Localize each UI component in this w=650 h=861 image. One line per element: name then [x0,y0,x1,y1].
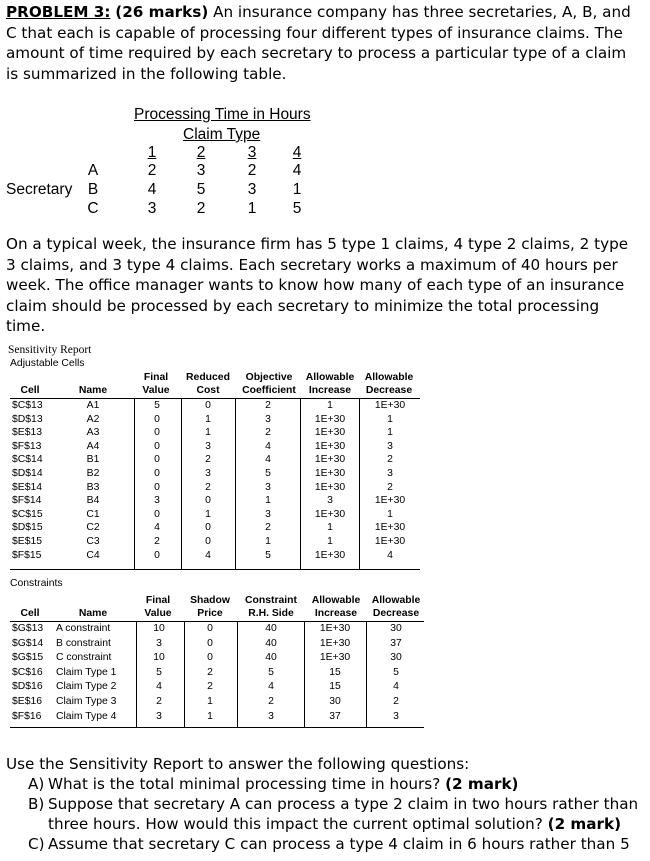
adjustable-cells-label: Adjustable Cells [10,358,85,369]
allowable-decrease: 3 [387,440,393,452]
column-rule [300,398,301,569]
rhs-value: 2 [268,696,274,707]
reduced-cost: 0 [205,495,211,507]
objective-coefficient: 5 [265,468,271,479]
time-value: 4 [292,162,302,179]
secretary-name: A [87,162,99,179]
objective-coefficient: 5 [265,549,271,561]
final-value: 3 [156,710,162,722]
footer-rule [10,569,420,570]
header-line: Coefficient [242,385,296,396]
final-value: 5 [154,400,160,411]
time-value: 5 [196,181,206,198]
header-line: Value [144,608,172,619]
question-item [6,794,646,834]
allowable-decrease: 1 [387,413,393,425]
column-rule [237,621,238,727]
allowable-decrease: 3 [387,468,393,479]
rhs-value: 3 [268,710,274,722]
cell-ref: $G$13 [12,623,44,634]
time-value: 3 [196,162,206,179]
column-rule [304,621,305,727]
cell-ref: $G$15 [12,652,44,664]
cell-name: A4 [86,440,100,452]
header-line: Objective [245,372,293,383]
time-value: 2 [247,162,257,179]
sensitivity-title: Sensitivity Report [8,344,92,356]
final-value: 10 [153,623,165,634]
shadow-price: 0 [207,623,213,634]
objective-coefficient: 1 [265,536,271,547]
question-marks: (2 mark) [547,815,622,833]
header-shadow-price [186,594,234,620]
header-line: Constraint [245,595,297,606]
cell-ref: $F$14 [12,495,42,507]
cell-name: A2 [86,413,100,425]
shadow-price: 2 [207,681,213,693]
reduced-cost: 0 [205,400,211,411]
allowable-increase: 1E+30 [314,549,346,561]
final-value: 0 [154,508,160,520]
constraints-label: Constraints [10,578,63,589]
column-rule [235,398,236,569]
question-marks: (2 mark) [445,775,519,793]
reduced-cost: 3 [205,440,211,452]
cell-name: C2 [86,522,100,534]
header-line: Price [197,608,223,619]
question-label: C) [28,835,45,853]
header-final [134,371,178,397]
problem-marks: (26 marks) [115,3,209,21]
cell-name: C4 [86,549,100,561]
allowable-increase: 1E+30 [314,427,346,439]
final-value: 5 [156,666,162,678]
final-value: 0 [154,440,160,452]
objective-coefficient: 1 [265,495,271,507]
questions-list [6,774,646,854]
constraint-name: Claim Type 4 [56,710,117,722]
header-name: Name [78,385,108,396]
cell-ref: $E$14 [12,481,43,493]
final-value: 2 [156,696,162,707]
allowable-increase: 37 [329,710,341,722]
cell-ref: $E$16 [12,696,43,707]
header-line: Allowable [364,372,414,383]
header-line: R.H. Side [248,608,294,619]
objective-coefficient: 3 [265,508,271,520]
final-value: 0 [154,549,160,561]
allowable-increase: 1E+30 [314,413,346,425]
allowable-increase: 1E+30 [319,623,351,634]
allowable-decrease: 1 [387,508,393,520]
final-value: 0 [154,454,160,466]
final-value: 3 [154,495,160,507]
header-line: Decrease [372,608,420,619]
claim-type-header: 4 [292,144,302,161]
constraint-name: Claim Type 1 [56,666,117,678]
column-rule [184,621,185,727]
cell-name: A3 [86,427,100,439]
questions-section [6,754,646,854]
question-label: B) [28,795,45,813]
allowable-increase: 1 [327,400,333,411]
rhs-value: 40 [265,637,277,649]
rhs-value: 40 [265,652,277,664]
allowable-decrease: 2 [387,481,393,493]
header-line: Allowable [311,595,361,606]
allowable-increase: 1E+30 [319,637,351,649]
cell-ref: $C$16 [12,666,43,678]
allowable-increase: 1E+30 [314,454,346,466]
allowable-increase: 1E+30 [314,440,346,452]
claim-type-header: 3 [247,144,257,161]
allowable-decrease: 1E+30 [374,536,406,547]
reduced-cost: 1 [205,413,211,425]
questions-intro: Use the Sensitivity Report to answer the following questions: [6,755,470,773]
cell-ref: $G$14 [12,637,44,649]
header-line: Cost [196,385,220,396]
objective-coefficient: 2 [265,427,271,439]
header-reduced-cost [182,371,234,397]
allowable-decrease: 3 [393,710,399,722]
problem-intro [6,2,640,84]
header-line: Value [142,385,170,396]
cell-ref: $C$15 [12,508,43,520]
cell-ref: $E$15 [12,536,43,547]
header-line: Final [143,372,169,383]
reduced-cost: 0 [205,522,211,534]
time-value: 3 [247,181,257,198]
cell-name: C3 [86,536,100,547]
cell-name: B3 [86,481,100,493]
reduced-cost: 0 [205,536,211,547]
header-line: Allowable [371,595,421,606]
footer-rule [10,727,424,728]
question-text: Assume that secretary C can process a type 4 claim in 6 hours rather than 5 [48,835,630,853]
question-label: A) [28,775,45,793]
allowable-decrease: 30 [390,652,402,664]
header-rhs [240,594,302,620]
final-value: 2 [154,536,160,547]
final-value: 0 [154,427,160,439]
constraint-name: A constraint [56,623,111,634]
header-final [136,594,180,620]
rhs-value: 40 [265,623,277,634]
allowable-decrease: 4 [387,549,393,561]
objective-coefficient: 2 [265,522,271,534]
rhs-value: 5 [268,666,274,678]
final-value: 0 [154,413,160,425]
reduced-cost: 2 [205,454,211,466]
objective-coefficient: 4 [265,454,271,466]
allowable-increase: 15 [329,681,341,693]
cell-name: B1 [86,454,100,466]
objective-coefficient: 3 [265,413,271,425]
shadow-price: 1 [207,696,213,707]
constraint-name: Claim Type 3 [56,696,117,707]
allowable-decrease: 37 [390,637,402,649]
problem-heading: PROBLEM 3: [6,3,111,21]
reduced-cost: 4 [205,549,211,561]
header-allowable-increase [303,371,357,397]
cell-ref: $C$13 [12,400,43,411]
shadow-price: 0 [207,652,213,664]
cell-ref: $D$16 [12,681,43,693]
column-rule [366,621,367,727]
secretary-name: C [87,200,99,217]
allowable-decrease: 2 [393,696,399,707]
reduced-cost: 1 [205,427,211,439]
time-value: 3 [147,200,157,217]
cell-name: B4 [86,495,100,507]
question-text: What is the total minimal processing time in hours? [48,775,441,793]
objective-coefficient: 2 [265,400,271,411]
allowable-increase: 1E+30 [319,652,351,664]
reduced-cost: 2 [205,481,211,493]
header-allowable-increase [308,594,364,620]
allowable-decrease: 1 [387,427,393,439]
header-line: Shadow [190,595,230,606]
cell-name: B2 [86,468,100,479]
cell-ref: $D$13 [12,413,43,425]
allowable-increase: 1 [327,522,333,534]
constraint-name: Claim Type 2 [56,681,117,693]
objective-coefficient: 3 [265,481,271,493]
header-line: Allowable [305,372,355,383]
allowable-decrease: 2 [387,454,393,466]
header-line: Increase [308,385,352,396]
header-name: Name [78,608,108,619]
time-value: 2 [196,200,206,217]
secretary-label: Secretary [6,181,73,198]
final-value: 0 [154,468,160,479]
allowable-decrease: 1E+30 [374,400,406,411]
allowable-increase: 3 [327,495,333,507]
allowable-increase: 15 [329,666,341,678]
constraint-name: C constraint [56,652,112,664]
question-text: Suppose that secretary A can process a type 2 claim in two hours rather than three hours. How would this impact the current optimal solution? [48,795,639,833]
problem-intro-text: An insurance company has three secretaries, A, B, and C that each is capable of processing four different types of insurance claims. The amount of time required by each secretary to process a particular type of a claim is summarized in the following table. [6,3,631,83]
allowable-decrease: 4 [393,681,399,693]
allowable-decrease: 1E+30 [374,495,406,507]
header-line: Decrease [365,385,413,396]
cell-ref: $C$14 [12,454,43,466]
final-value: 4 [156,681,162,693]
allowable-increase: 1E+30 [314,481,346,493]
cell-ref: $F$13 [12,440,42,452]
shadow-price: 2 [207,666,213,678]
cell-ref: $F$16 [12,710,42,722]
reduced-cost: 3 [205,468,211,479]
time-value: 2 [147,162,157,179]
header-cell: Cell [20,608,40,619]
claim-type-header: 2 [196,144,206,161]
allowable-increase: 30 [329,696,341,707]
header-line: Final [145,595,171,606]
time-value: 1 [292,181,302,198]
cell-name: C1 [86,508,100,520]
column-rule [359,398,360,569]
cell-name: A1 [86,400,100,411]
question-item [6,834,646,854]
shadow-price: 1 [207,710,213,722]
allowable-increase: 1 [327,536,333,547]
question-item [6,774,646,794]
cell-ref: $D$14 [12,468,43,479]
header-allowable-decrease [368,594,424,620]
header-cell: Cell [20,385,40,396]
cell-ref: $E$13 [12,427,43,439]
header-objective [238,371,300,397]
header-line: Reduced [186,372,230,383]
allowable-decrease: 5 [393,666,399,678]
final-value: 3 [156,637,162,649]
objective-coefficient: 4 [265,440,271,452]
processing-table-title: Processing Time in Hours [134,106,311,123]
cell-ref: $D$15 [12,522,43,534]
allowable-increase: 1E+30 [314,468,346,479]
secretary-name: B [87,181,99,198]
final-value: 0 [154,481,160,493]
claim-type-header: 1 [147,144,157,161]
problem-description: On a typical week, the insurance firm has 5 type 1 claims, 4 type 2 claims, 2 type 3 claims, and 3 type 4 claims. Each secretary works a maximum of 40 hours per week. The office manager wants to know how many of each type of an insurance claim should be processed by each secretary to minimize the total processing time. [6,235,629,335]
header-line: Increase [314,608,358,619]
allowable-increase: 1E+30 [314,508,346,520]
final-value: 4 [154,522,160,534]
allowable-decrease: 1E+30 [374,522,406,534]
time-value: 4 [147,181,157,198]
allowable-decrease: 30 [390,623,402,634]
cell-ref: $F$15 [12,549,42,561]
constraint-name: B constraint [56,637,111,649]
reduced-cost: 1 [205,508,211,520]
time-value: 1 [247,200,257,217]
processing-table-subtitle: Claim Type [183,126,261,143]
final-value: 10 [153,652,165,664]
rhs-value: 4 [268,681,274,693]
time-value: 5 [292,200,302,217]
shadow-price: 0 [207,637,213,649]
header-allowable-decrease [362,371,416,397]
